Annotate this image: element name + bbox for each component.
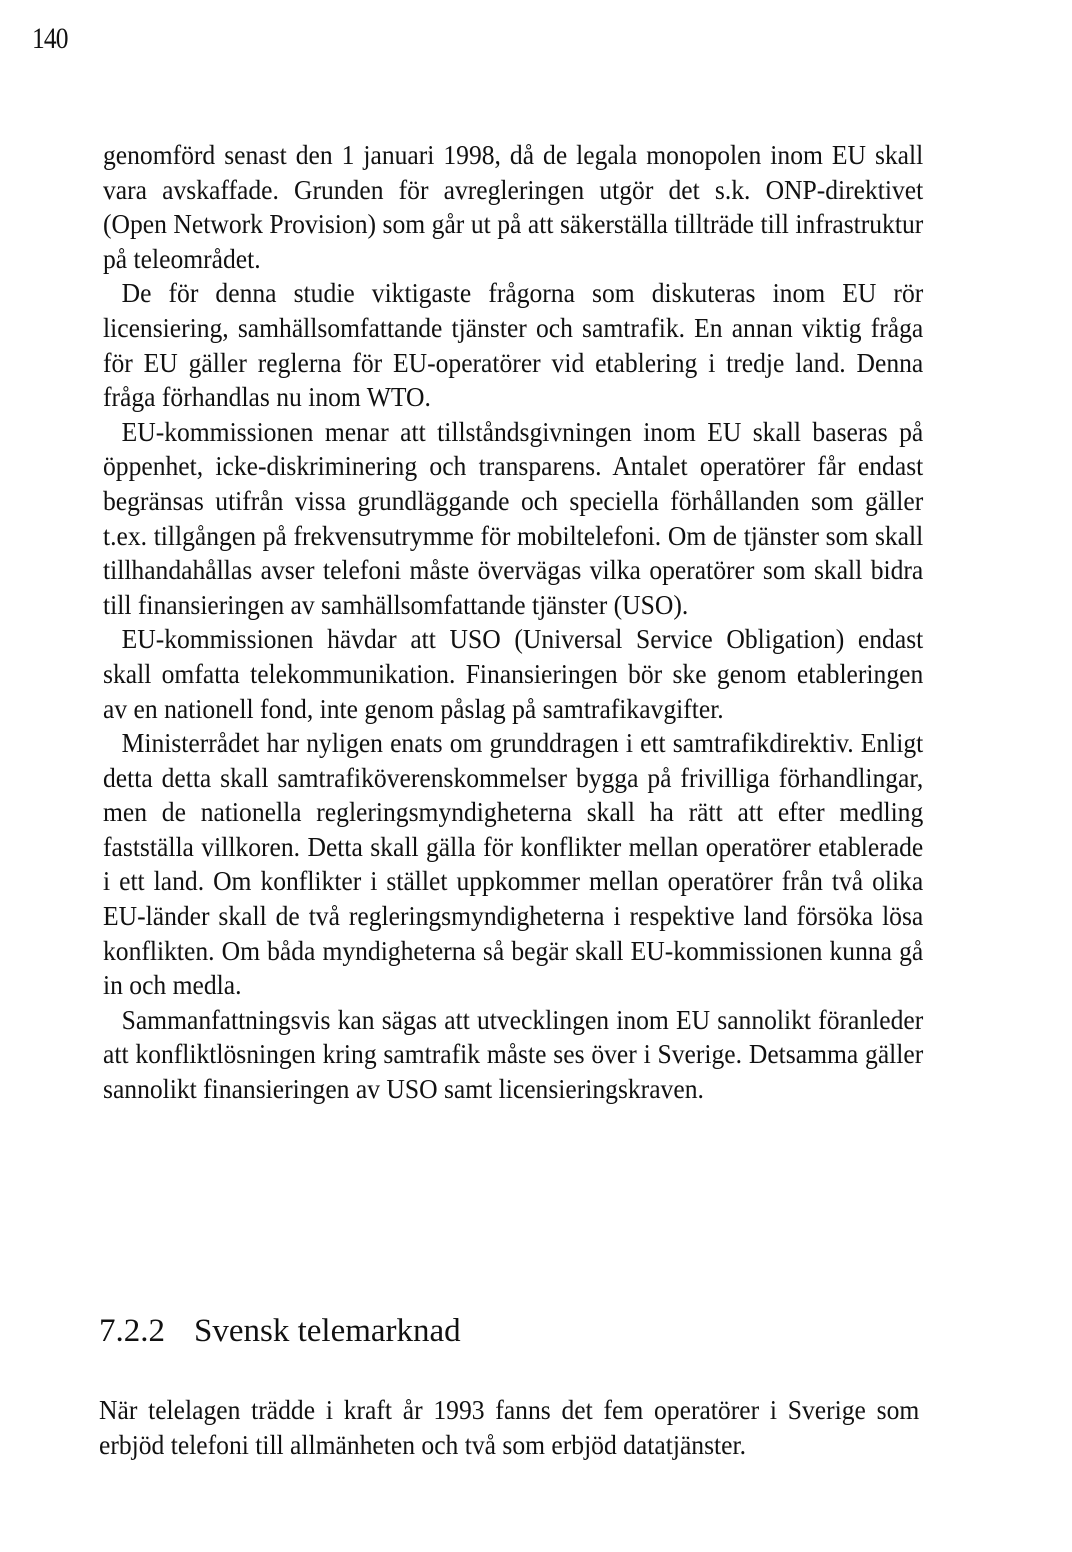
paragraph-swedish-market: När telelagen trädde i kraft år 1993 fanns det fem operatörer i Sverige som erbjöd telefoni till allmänheten och två som erbjöd datatjänster. bbox=[99, 1394, 920, 1460]
paragraph-intro: genomförd senast den 1 januari 1998, då de legala monopolen inom EU skall vara avskaffade. Grunden för avregleringen utgör det s.k. ONP-direktivet (Open Network Provision) som går ut på att säkerställa tillträde till infrastruktur på teleområdet. bbox=[103, 139, 924, 274]
section-body bbox=[99, 1393, 921, 1462]
section-title: Svensk telemarknad bbox=[194, 1313, 461, 1349]
section-heading bbox=[99, 1313, 461, 1350]
body-text bbox=[103, 138, 923, 1107]
page-number: 140 bbox=[32, 22, 68, 55]
paragraph-eu-issues: De för denna studie viktigaste frågorna som diskuteras inom EU rör licensiering, samhällsomfattande tjänster och samtrafik. En annan viktig fråga för EU gäller reglerna för EU-operatörer vid etablering i tredje land. Denna fråga förhandlas nu inom WTO. bbox=[103, 277, 924, 413]
paragraph-licensing: EU-kommissionen menar att tillståndsgivningen inom EU skall baseras på öppenhet, icke-diskriminering och transparens. Antalet operatörer får endast begränsas utifrån vissa grundläggande och speciella förhållanden som gäller t.ex. tillgången på frekvensutrymme för mobiltelefoni. Om de tjänster som skall tillhandahållas avser telefoni måste övervägas vilka operatörer som skall bidra till finansieringen av samhällsomfattande tjänster (USO). bbox=[103, 415, 924, 620]
paragraph-uso: EU-kommissionen hävdar att USO (Universal Service Obligation) endast skall omfatta telekommunikation. Finansieringen bör ske genom etableringen av en nationell fond, inte genom påslag på samtrafikavgifter. bbox=[103, 623, 924, 724]
paragraph-interconnection-directive: Ministerrådet har nyligen enats om grunddragen i ett samtrafikdirektiv. Enligt detta detta skall samtrafiköverenskommelser bygga på frivilliga förhandlingar, men de nationella regleringsmyndigheterna skall ha rätt att efter medling fastställa villkoren. Detta skall gälla för konflikter mellan operatörer etablerade i ett land. Om konflikter i stället uppkommer mellan operatörer från två olika EU-länder skall de två regleringsmyndigheterna i respektive land försöka lösa konflikten. Om båda myndigheterna så begär skall EU-kommissionen kunna gå in och medla. bbox=[103, 727, 924, 1001]
paragraph-summary: Sammanfattningsvis kan sägas att utvecklingen inom EU sannolikt föranleder att konfliktlösningen kring samtrafik måste ses över i Sverige. Detsamma gäller sannolikt finansieringen av USO samt licensieringskraven. bbox=[103, 1003, 924, 1105]
section-number: 7.2.2 bbox=[99, 1313, 165, 1349]
